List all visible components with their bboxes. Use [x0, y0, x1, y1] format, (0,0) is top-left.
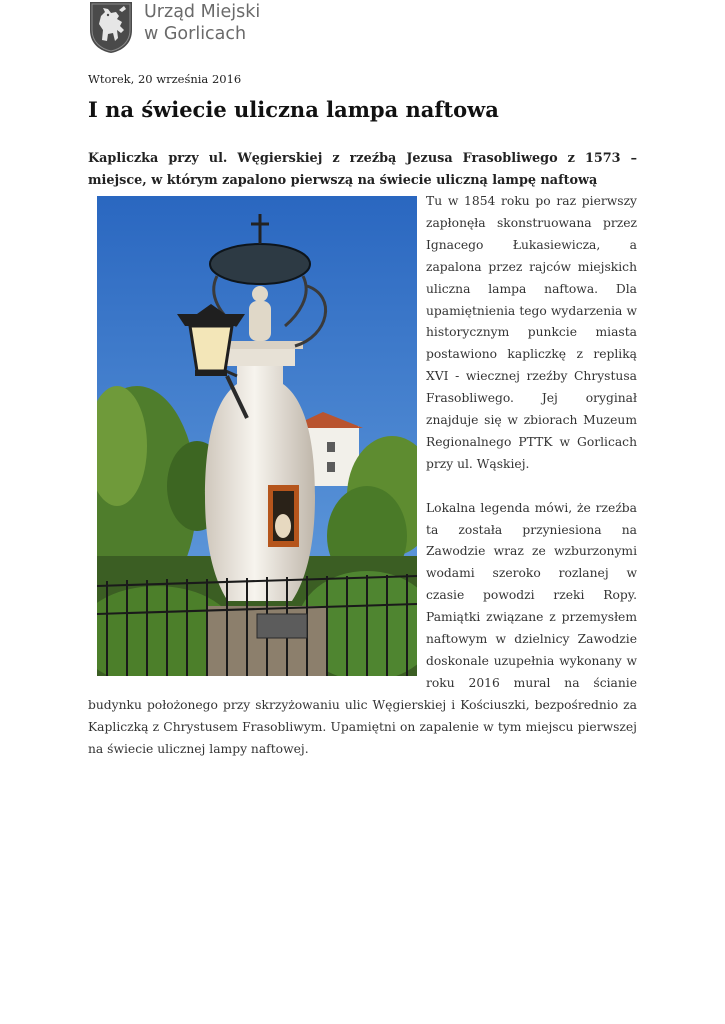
- site-header: [88, 0, 260, 56]
- article-paragraph-2: Lokalna legenda mówi, że rzeźba ta została przyniesiona na Zawodzie wraz ze wzburzonymi wodami szeroko rozlanej w czasie powodzi rzeki Ropy. Pamiątki związane z przemysłem naftowym w dzielnicy Zawodzie doskonale uzupełnia wykonany w roku 2016 mural na ścianie budynku położonego przy skrzyżowaniu ulic Węgierskiej i Kościuszki, bezpośrednio za Kapliczką z Chrystusem Frasobliwym. Upamiętni on zapalenie w tym miejscu pierwszej na świecie ulicznej lampy naftowej.: [88, 500, 637, 756]
- chapel-photo: [97, 196, 417, 676]
- article-paragraph-1: Tu w 1854 roku po raz pierwszy zapłonęła skonstruowana przez Ignacego Łukasiewicza, a zapalona przez rajców miejskich uliczna lampa naftowa. Dla upamiętnienia tego wydarzenia w historycznym punkcie miasta postawiono kapliczkę z repliką XVI - wiecznej rzeźby Chrystusa Frasobliwego. Jej oryginał znajduje się w zbiorach Muzeum Regionalnego PTTK w Gorlicach przy ul. Wąskiej.: [426, 194, 637, 471]
- site-name-line1: Urząd Miejski: [144, 2, 261, 22]
- article-date: Wtorek, 20 września 2016: [88, 72, 242, 86]
- article-title: I na świecie uliczna lampa naftowa: [88, 97, 499, 122]
- site-name[interactable]: [144, 1, 260, 45]
- article-body: [88, 191, 637, 761]
- site-name-line2: w Gorlicach: [144, 24, 247, 44]
- lion-coat-of-arms-icon[interactable]: [88, 0, 134, 54]
- article-lead: Kapliczka przy ul. Węgierskiej z rzeźbą Jezusa Frasobliwego z 1573 – miejsce, w którym zapalono pierwszą na świecie uliczną lampę naftową: [88, 151, 637, 188]
